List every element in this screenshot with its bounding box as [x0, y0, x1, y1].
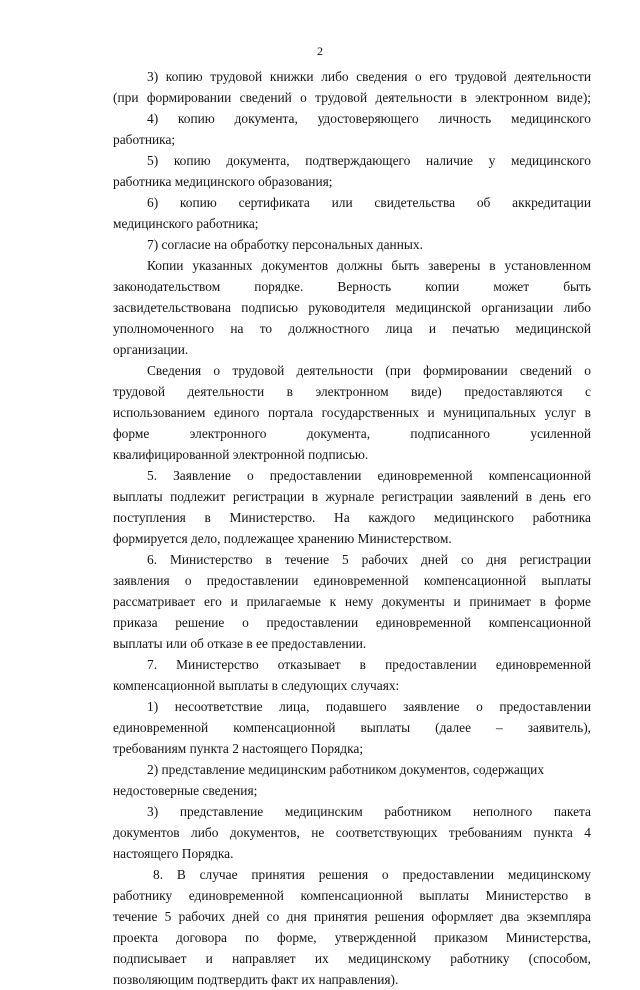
document-body — [113, 66, 591, 990]
text-line: компенсационной выплаты в следующих случаях: — [113, 678, 400, 693]
page-number: 2 — [317, 44, 323, 58]
text-line: течение 5 рабочих дней со дня принятия решения оформляет два экземпляра — [113, 909, 591, 924]
text-line: медицинского работника; — [113, 216, 259, 231]
text-line: 7) согласие на обработку персональных данных. — [147, 237, 423, 252]
text-line: работника медицинского образования; — [113, 174, 333, 189]
text-line: 6. Министерство в течение 5 рабочих дней со дня регистрации — [147, 552, 591, 567]
text-line: недостоверные сведения; — [113, 783, 258, 798]
text-line: 3) представление медицинским работником неполного пакета — [147, 804, 591, 819]
text-line: Копии указанных документов должны быть заверены в установленном — [147, 258, 591, 273]
text-line: настоящего Порядка. — [113, 846, 234, 861]
text-line: 5) копию документа, подтверждающего наличие у медицинского — [147, 153, 591, 168]
text-line: подписывает и направляет их медицинскому работнику (способом, — [113, 951, 591, 966]
text-line: поступления в Министерство. На каждого медицинского работника — [113, 510, 591, 525]
text-line: выплаты или об отказе в ее предоставлении. — [113, 636, 367, 651]
text-line: (при формировании сведений о трудовой деятельности в электронном виде); — [113, 90, 591, 105]
text-line: заявления о предоставлении единовременной компенсационной выплаты — [113, 573, 591, 588]
text-line: засвидетельствована подписью руководителя медицинской организации либо — [113, 300, 591, 315]
text-line: формируется дело, подлежащее хранению Министерством. — [113, 531, 452, 546]
text-line: позволяющим подтвердить факт их направления). — [113, 972, 399, 987]
text-line: квалифицированной электронной подписью. — [113, 447, 369, 462]
text-line: работнику единовременной компенсационной выплаты Министерство в — [113, 888, 591, 903]
text-line: уполномоченного на то должностного лица и печатью медицинской — [113, 321, 591, 336]
text-line: 5. Заявление о предоставлении единовременной компенсационной — [147, 468, 591, 483]
text-line: требованиям пункта 2 настоящего Порядка; — [113, 741, 364, 756]
text-line: 1) несоответствие лица, подавшего заявление о предоставлении — [147, 699, 591, 714]
text-line: выплаты подлежит регистрации в журнале регистрации заявлений в день его — [113, 489, 591, 504]
text-line: 8. В случае принятия решения о предоставлении медицинскому — [153, 867, 591, 882]
text-line: организации. — [113, 342, 189, 357]
text-line: проекта договора по форме, утвержденной приказом Министерства, — [113, 930, 591, 945]
text-line: трудовой деятельности в электронном виде) предоставляются с — [113, 384, 591, 399]
text-line: 2) представление медицинским работником документов, содержащих — [147, 762, 545, 777]
text-line: единовременной компенсационной выплаты (далее – заявитель), — [113, 720, 591, 735]
text-line: 7. Министерство отказывает в предоставлении единовременной — [147, 657, 591, 672]
text-line: 3) копию трудовой книжки либо сведения о его трудовой деятельности — [147, 69, 591, 84]
text-line: законодательством порядке. Верность копии может быть — [113, 279, 591, 294]
text-line: рассматривает его и прилагаемые к нему документы и принимает в форме — [113, 594, 591, 609]
text-line: форме электронного документа, подписанного усиленной — [113, 426, 591, 441]
text-line: документов либо документов, не соответствующих требованиям пункта 4 — [113, 825, 591, 840]
text-line: 4) копию документа, удостоверяющего личность медицинского — [147, 111, 591, 126]
text-line: 6) копию сертификата или свидетельства об аккредитации — [147, 195, 591, 210]
text-line: приказа решение о предоставлении единовременной компенсационной — [113, 615, 591, 630]
text-line: использованием единого портала государственных и муниципальных услуг в — [113, 405, 591, 420]
text-line: Сведения о трудовой деятельности (при формировании сведений о — [147, 363, 591, 378]
text-line: работника; — [113, 132, 176, 147]
